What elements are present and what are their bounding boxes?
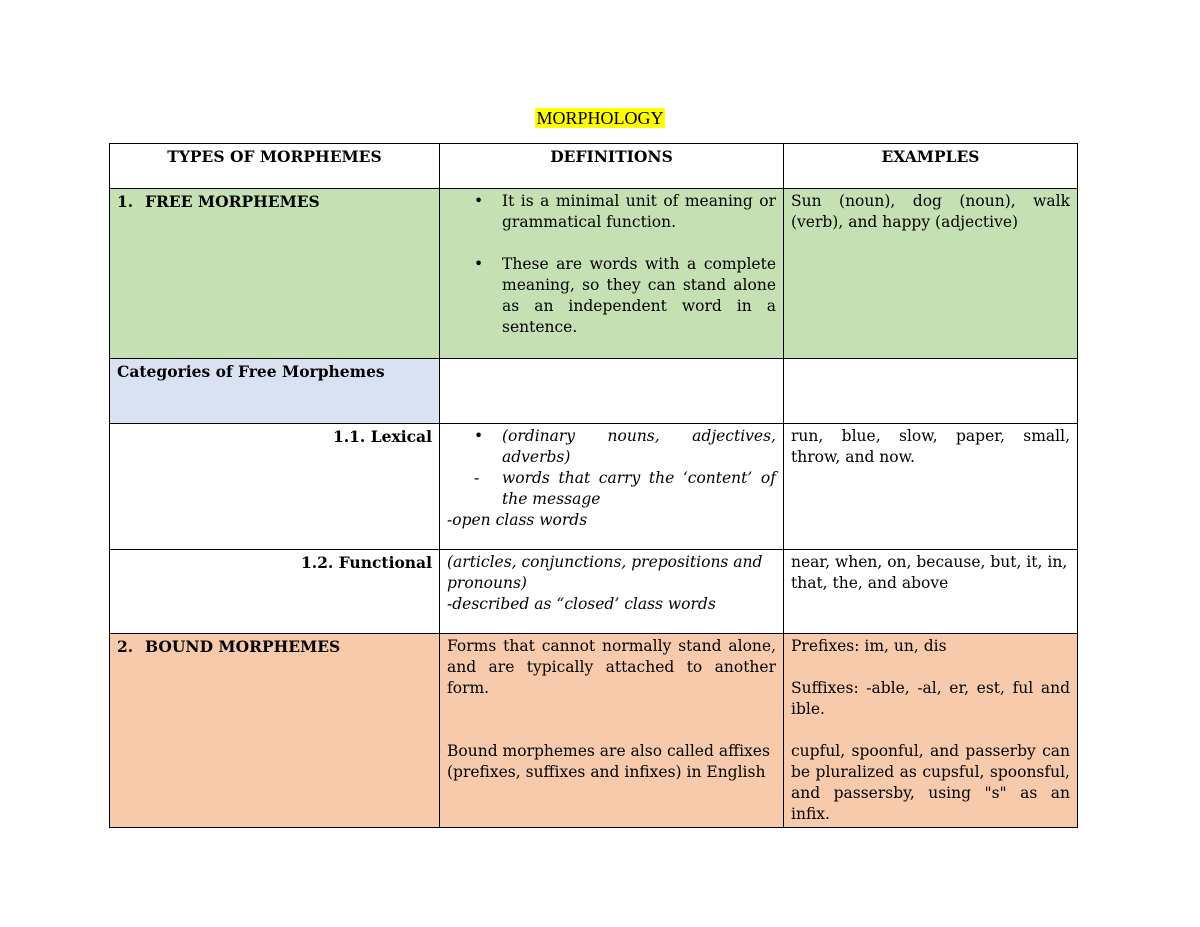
lexical-definitions bbox=[440, 424, 784, 550]
header-examples: EXAMPLES bbox=[784, 144, 1078, 189]
bound-suffixes: Suffixes: -able, -al, er, est, ful and ible. bbox=[791, 679, 1070, 718]
header-definitions: DEFINITIONS bbox=[440, 144, 784, 189]
lexical-note: -open class words bbox=[447, 511, 588, 529]
bullet-icon: • bbox=[474, 192, 484, 210]
bound-definition-2: Bound morphemes are also called affixes (prefixes, suffixes and infixes) in English bbox=[447, 742, 770, 781]
lexical-definition-list bbox=[447, 426, 776, 510]
lexical-examples: run, blue, slow, paper, small, throw, and now. bbox=[784, 424, 1078, 550]
free-morphemes-title: FREE MORPHEMES bbox=[145, 192, 320, 211]
free-morphemes-label bbox=[110, 189, 440, 359]
lexical-definition-1: (ordinary nouns, adjectives, adverbs) bbox=[502, 427, 776, 466]
categories-label: Categories of Free Morphemes bbox=[110, 359, 440, 424]
free-morphemes-number: 1. bbox=[117, 192, 134, 211]
bullet-icon: • bbox=[474, 255, 484, 273]
bound-morphemes-definitions bbox=[440, 634, 784, 828]
free-morphemes-examples: Sun (noun), dog (noun), walk (verb), and happy (adjective) bbox=[784, 189, 1078, 359]
header-types: TYPES OF MORPHEMES bbox=[110, 144, 440, 189]
functional-definitions bbox=[440, 550, 784, 634]
bound-morphemes-number: 2. bbox=[117, 637, 134, 656]
free-definition-1: It is a minimal unit of meaning or grammatical function. bbox=[502, 192, 776, 231]
functional-definition: (articles, conjunctions, prepositions and pronouns) bbox=[447, 553, 763, 592]
morphemes-table bbox=[109, 143, 1078, 828]
free-morphemes-row bbox=[110, 189, 1078, 359]
categories-examples-empty bbox=[784, 359, 1078, 424]
bound-definition-1: Forms that cannot normally stand alone, and are typically attached to another form. bbox=[447, 637, 776, 697]
bound-morphemes-row bbox=[110, 634, 1078, 828]
lexical-definition-2: words that carry the ‘content’ of the message bbox=[502, 469, 776, 508]
bound-infix-example: cupful, spoonful, and passerby can be pluralized as cupsful, spoonsful, and passersby, using "s" as an infix. bbox=[791, 742, 1070, 823]
bound-prefixes: Prefixes: im, un, dis bbox=[791, 637, 947, 655]
header-row bbox=[110, 144, 1078, 189]
spacer bbox=[447, 233, 776, 254]
free-definition-list bbox=[447, 191, 776, 338]
list-item bbox=[447, 468, 776, 510]
spacer bbox=[447, 699, 776, 720]
page-title-wrap bbox=[0, 108, 1200, 129]
bound-morphemes-examples bbox=[784, 634, 1078, 828]
functional-label: 1.2. Functional bbox=[110, 550, 440, 634]
functional-note: -described as “closed’ class words bbox=[447, 595, 716, 613]
bound-morphemes-title: BOUND MORPHEMES bbox=[145, 637, 341, 656]
lexical-row bbox=[110, 424, 1078, 550]
categories-row bbox=[110, 359, 1078, 424]
list-item bbox=[447, 254, 776, 338]
spacer bbox=[791, 720, 1070, 741]
spacer bbox=[791, 657, 1070, 678]
bound-morphemes-label bbox=[110, 634, 440, 828]
free-definition-2: These are words with a complete meaning, so they can stand alone as an independent word in a sentence. bbox=[502, 255, 776, 336]
functional-row bbox=[110, 550, 1078, 634]
list-item bbox=[447, 426, 776, 468]
dash-icon: - bbox=[474, 469, 480, 487]
free-morphemes-definitions bbox=[440, 189, 784, 359]
list-item bbox=[447, 191, 776, 233]
page-title: MORPHOLOGY bbox=[536, 108, 664, 128]
spacer bbox=[447, 720, 776, 741]
bullet-icon: • bbox=[474, 427, 484, 445]
lexical-label: 1.1. Lexical bbox=[110, 424, 440, 550]
functional-examples: near, when, on, because, but, it, in, that, the, and above bbox=[784, 550, 1078, 634]
categories-definitions-empty bbox=[440, 359, 784, 424]
